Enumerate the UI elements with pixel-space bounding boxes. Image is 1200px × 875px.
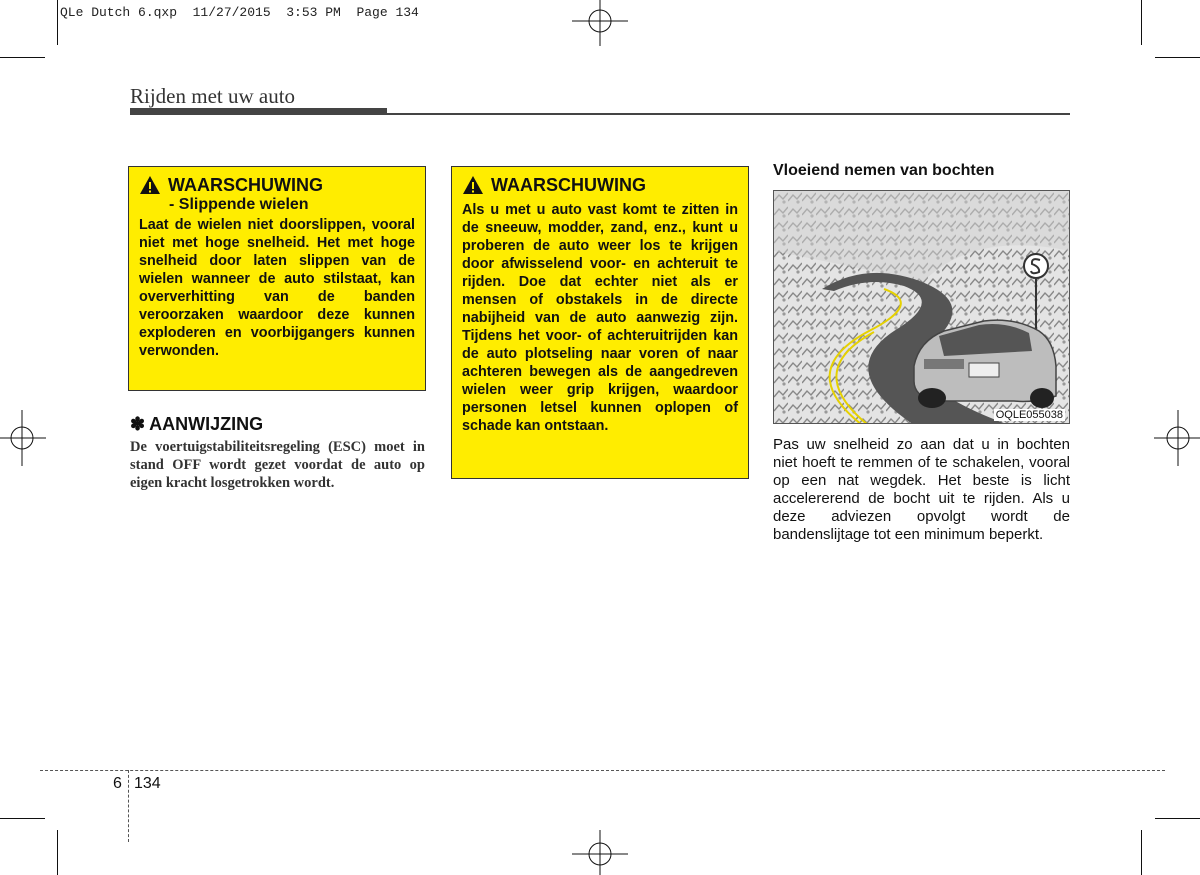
snowy-road-car-illustration <box>774 191 1070 424</box>
header-rule-thick <box>130 108 387 115</box>
section-body-text: Pas uw snelheid zo aan dat u in bochten niet hoeft te remmen of te schakelen, vooral op een nat wegdek. Het beste is licht accelererend de bocht uit te rijden. Als u deze adviezen opvolgt wordt de bandenslijtage tot een minimum beperkt. <box>773 436 1070 543</box>
crop-mark <box>1155 57 1200 58</box>
note-symbol-icon: ✽ <box>130 414 146 434</box>
crop-mark <box>57 830 58 875</box>
note-heading-text: AANWIJZING <box>149 414 264 434</box>
chapter-number: 6 <box>113 775 122 792</box>
header-rule-thin <box>387 113 1070 115</box>
warning-heading <box>139 175 415 195</box>
image-code: OQLE055038 <box>995 409 1063 421</box>
crop-mark <box>1155 818 1200 819</box>
note-text: De voertuigstabiliteitsregeling (ESC) moet in stand OFF wordt gezet voordat de auto op eigen kracht losgetrokken wordt. <box>130 439 425 491</box>
note-heading <box>130 414 263 435</box>
registration-mark-bottom <box>572 830 628 875</box>
crop-mark <box>0 57 45 58</box>
crop-mark <box>1141 0 1142 45</box>
warning-triangle-icon <box>139 175 161 195</box>
warning-subheading: - Slippende wielen <box>169 196 309 213</box>
section-title: Vloeiend nemen van bochten <box>773 162 995 179</box>
cornering-photo <box>773 190 1070 424</box>
registration-mark-left <box>0 410 46 466</box>
warning-triangle-icon <box>462 175 484 195</box>
footer-rule <box>40 770 1165 771</box>
warning-heading-text: WAARSCHUWING <box>168 175 323 195</box>
print-slug: QLe Dutch 6.qxp 11/27/2015 3:53 PM Page 134 <box>60 5 419 20</box>
footer-vertical-rule <box>128 770 129 842</box>
warning-box-stuck <box>451 166 749 479</box>
registration-mark-right <box>1154 410 1200 466</box>
page-number: 134 <box>134 775 161 792</box>
warning-box-wheelspin <box>128 166 426 391</box>
crop-mark <box>57 0 58 45</box>
page-header-title: Rijden met uw auto <box>130 84 296 108</box>
warning-text: Laat de wielen niet doorslippen, vooral niet met hoge snelheid. Het met hoge snelheid door laten slippen van de wielen wanneer de auto stilstaat, kan oververhitting van de banden veroorzaken waardoor deze kunnen exploderen en voorbijgangers kunnen verwonden. <box>139 217 415 359</box>
warning-heading <box>462 175 738 195</box>
crop-mark <box>0 818 45 819</box>
registration-mark-top <box>572 0 628 46</box>
warning-heading-text: WAARSCHUWING <box>491 175 646 195</box>
warning-text: Als u met u auto vast komt te zitten in de sneeuw, modder, zand, enz., kunt u proberen de auto weer los te krijgen door afwisselend voor- en achteruit te rijden. Doe dat echter niet als er mensen of obstakels in de directe nabijheid van de auto aanwezig zijn. Tijdens het voor- of achteruitrijden kan de auto plotseling naar voren of naar achteren bewegen als de aangedreven wielen weer grip krijgen, waardoor personen letsel kunnen oplopen of schade kan ontstaan. <box>462 202 738 434</box>
crop-mark <box>1141 830 1142 875</box>
